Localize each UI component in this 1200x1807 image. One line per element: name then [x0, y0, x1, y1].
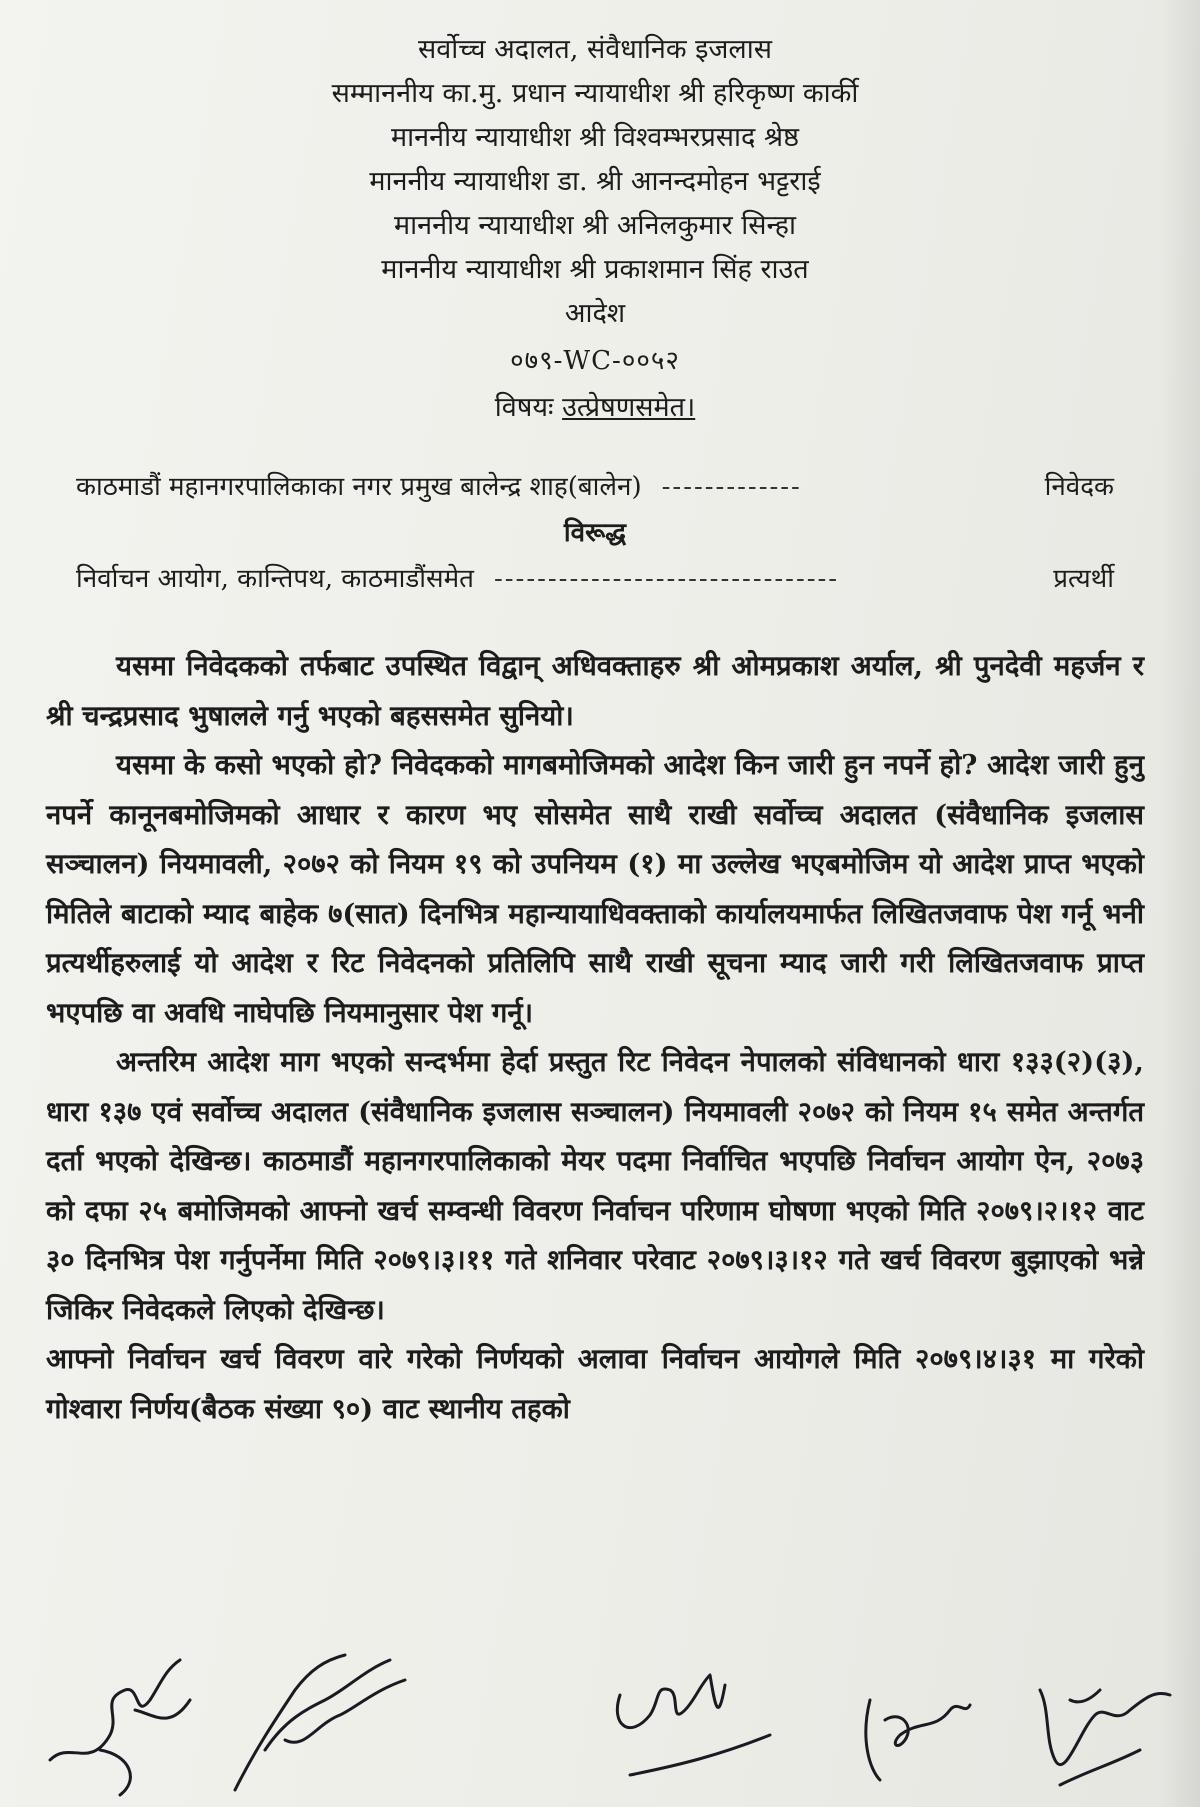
petitioner-name: काठमाडौं महानगरपालिकाका नगर प्रमुख बालेन्द्र शाह(बालेन): [76, 472, 642, 502]
bench-judge-5: माननीय न्यायाधीश श्री प्रकाशमान सिंह राउत: [381, 254, 809, 285]
bench-judge-2: माननीय न्यायाधीश श्री विश्वम्भरप्रसाद श्रेष्ठ: [390, 122, 799, 153]
bench-judge-3: माननीय न्यायाधीश डा. श्री आनन्दमोहन भट्टराई: [369, 166, 821, 197]
signatures-row: [0, 1630, 1200, 1807]
subject-value: उत्प्रेषणसमेत।: [562, 392, 696, 423]
respondent-dashes: --------------------------------: [493, 564, 840, 594]
document-type: आदेश: [564, 298, 626, 329]
versus-label: विरूद्ध: [563, 518, 627, 548]
signature-4: [840, 1670, 990, 1800]
signature-3: [600, 1655, 780, 1795]
paragraph-interim-order: अन्तरिम आदेश माग भएको सन्दर्भमा हेर्दा प्रस्तुत रिट निवेदन नेपालको संविधानको धारा १३३(२)(३), धारा १३७ एवं सर्वोच्च अदालत (संवैधानिक इजलास सञ्चालन) नियमावली २०७२ को नियम १५ समेत अन्तर्गत दर्ता भएको देखिन्छ। काठमाडौं महानगरपालिकाको मेयर पदमा निर्वाचित भएपछि निर्वाचन आयोग ऐन, २०७३ को दफा २५ बमोजिमको आफ्नो खर्च सम्वन्धी विवरण निर्वाचन परिणाम घोषणा भएको मिति २०७९।२।१२ वाट ३० दिनभित्र पेश गर्नुपर्नेमा मिति २०७९।३।११ गते शनिवार परेवाट २०७९।३।१२ गते खर्च विवरण बुझाएको भन्ने जिकिर निवेदकले लिएको देखिन्छ।: [46, 1046, 1144, 1326]
paragraph-commission-decision: आफ्नो निर्वाचन खर्च विवरण वारे गरेको निर्णयको अलावा निर्वाचन आयोगले मिति २०७९।४।३१ मा गरेको गोश्वारा निर्णय(बैठक संख्या ९०) वाट स्थानीय तहको: [46, 1343, 1144, 1425]
respondent-row: [46, 556, 1144, 602]
case-number: ०७९-WC-००५२: [510, 346, 680, 376]
petitioner-role: निवेदक: [1044, 472, 1114, 502]
parties-block: [46, 464, 1144, 602]
subject-label: विषयः: [494, 392, 554, 423]
respondent-name: निर्वाचन आयोग, कान्तिपथ, काठमाडौंसमेत: [76, 564, 474, 594]
paragraph-show-cause: यसमा के कसो भएको हो? निवेदकको मागबमोजिमको आदेश किन जारी हुन नपर्ने हो? आदेश जारी हुनु नपर्ने कानूनबमोजिमको आधार र कारण भए सोसमेत साथै राखी सर्वोच्च अदालत (संवैधानिक इजलास सञ्चालन) नियमावली, २०७२ को नियम १९ को उपनियम (१) मा उल्लेख भएबमोजिम यो आदेश प्राप्त भएको मितिले बाटाको म्याद बाहेक ७(सात) दिनभित्र महान्यायाधिवक्ताको कार्यालयमार्फत लिखितजवाफ पेश गर्नू भनी प्रत्यर्थीहरुलाई यो आदेश र रिट निवेदनको प्रतिलिपि साथै राखी सूचना म्याद जारी गरी लिखितजवाफ प्राप्त भएपछि वा अवधि नाघेपछि नियमानुसार पेश गर्नू।: [46, 749, 1144, 1029]
petitioner-dashes: -------------: [661, 472, 802, 502]
document-header: [46, 28, 1144, 430]
signature-1: [40, 1640, 210, 1800]
paragraph-hearing: यसमा निवेदकको तर्फबाट उपस्थित विद्वान् अधिवक्ताहरु श्री ओमप्रकाश अर्याल, श्री पुनदेवी महर्जन र श्री चन्द्रप्रसाद भुषालले गर्नु भएको बहससमेत सुनियो।: [46, 650, 1144, 732]
signature-2: [215, 1630, 415, 1800]
subject-line: [46, 386, 1144, 430]
bench-judge-4: माननीय न्यायाधीश श्री अनिलकुमार सिन्हा: [394, 210, 796, 241]
bench-judge-1: सम्माननीय का.मु. प्रधान न्यायाधीश श्री हरिकृष्ण कार्की: [331, 78, 859, 109]
order-body: [46, 642, 1144, 1434]
petitioner-row: [46, 464, 1144, 510]
respondent-role: प्रत्यर्थी: [1053, 564, 1114, 594]
signature-5: [1020, 1670, 1180, 1805]
court-name: सर्वोच्च अदालत, संवैधानिक इजलास: [418, 34, 772, 65]
